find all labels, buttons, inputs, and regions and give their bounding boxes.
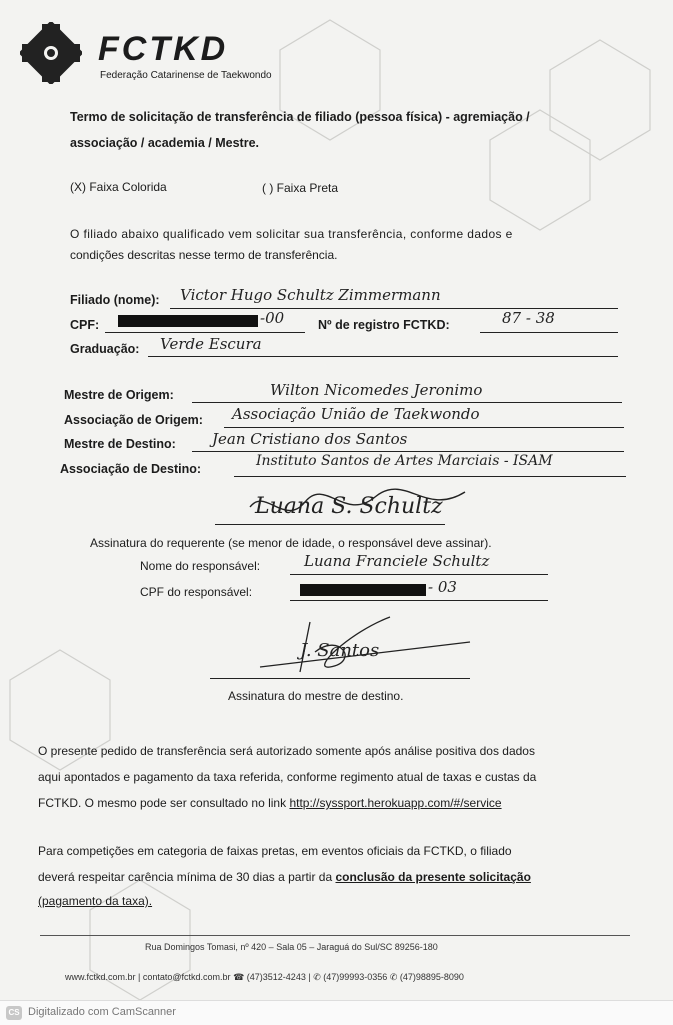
assoc-origem-value[interactable]: Associação União de Taekwondo [232,405,480,423]
assoc-destino-label: Associação de Destino: [60,462,202,476]
responsavel-value[interactable]: Luana Franciele Schultz [304,552,490,570]
footer-sep: | [138,972,143,982]
option-faixa-colorida[interactable] [70,180,167,194]
mestre-origem-value[interactable]: Wilton Nicomedes Jeronimo [270,381,483,399]
checkbox-marked[interactable]: (X) [70,180,86,194]
footer-site[interactable]: www.fctkd.com.br [65,972,136,982]
filiado-value[interactable]: Victor Hugo Schultz Zimmermann [180,286,441,304]
requerente-signature-line [215,524,445,525]
mestre-destino-line [192,451,624,452]
note2-line2 [38,870,531,884]
option-label: Faixa Colorida [89,180,167,194]
whatsapp-icon: ✆ [313,972,324,982]
cpf-label: CPF: [70,318,100,332]
mestre-signature-line [210,678,470,679]
cpf-redaction [118,315,258,327]
note2-line1: Para competições em categoria de faixas pretas, em eventos oficiais da FCTKD, o filiado [38,844,512,858]
assoc-origem-label: Associação de Origem: [64,413,203,427]
registro-line [480,332,618,333]
assoc-destino-value[interactable]: Instituto Santos de Artes Marciais - ISAM [256,453,553,469]
graduacao-value[interactable]: Verde Escura [160,335,262,353]
taekwondo-emblem-icon [20,22,82,84]
assoc-destino-line [234,476,626,477]
logo-subtitle: Federação Catarinense de Taekwondo [100,70,272,81]
footer-email[interactable]: contato@fctkd.com.br [142,972,231,982]
intro-line1: O filiado abaixo qualificado vem solicitar sua transferência, conforme dados e [70,227,513,241]
document-title-line1: Termo de solicitação de transferência de filiado (pessoa física) - agremiação / [70,110,530,124]
phone-icon: ☎ [233,972,247,982]
assoc-origem-line [224,427,624,428]
option-faixa-preta[interactable] [262,181,338,195]
responsavel-line [290,574,548,575]
note1-line3-text: FCTKD. O mesmo pode ser consultado no link [38,796,287,810]
requerente-caption: Assinatura do requerente (se menor de idade, o responsável deve assinar). [90,536,492,550]
cpf-suffix: -00 [260,309,285,327]
note1-line2: aqui apontados e pagamento da taxa referida, conforme regimento atual de taxas e custas da [38,770,537,784]
footer-contacts [65,972,464,983]
responsavel-label: Nome do responsável: [140,559,261,573]
mestre-origem-line [192,402,622,403]
whatsapp-icon: ✆ [389,972,400,982]
mestre-origem-label: Mestre de Origem: [64,388,174,402]
graduacao-line [148,356,618,357]
mestre-caption: Assinatura do mestre de destino. [228,689,404,703]
note2-line2-text: deverá respeitar carência mínima de 30 dias a partir da [38,870,333,884]
conclusao-link[interactable]: conclusão da presente solicitação [335,870,531,884]
mestre-signature-stroke [240,612,480,682]
mestre-destino-label: Mestre de Destino: [64,437,176,451]
cpf-responsavel-label: CPF do responsável: [140,585,253,599]
cpf-responsavel-redaction [300,584,426,596]
scanner-watermark-bar [0,1000,673,1025]
camscanner-icon: CS [6,1006,22,1020]
intro-line2: condições descritas nesse termo de transferência. [70,248,338,262]
logo-text: FCTKD [98,30,229,68]
checkbox-empty[interactable]: ( ) [262,181,274,195]
cpf-responsavel-line [290,600,548,601]
filiado-label: Filiado (nome): [70,293,160,307]
mestre-signature: J. Santos [300,640,380,661]
camscanner-text: Digitalizado com CamScanner [28,1006,176,1018]
registro-label: Nº de registro FCTKD: [318,318,450,332]
option-label: Faixa Preta [276,181,339,195]
requerente-signature: Luana S. Schultz [255,494,443,519]
registro-value[interactable]: 87 - 38 [502,309,555,327]
footer-phone1: (47)3512-4243 [246,972,306,982]
cpf-line [105,332,305,333]
footer-phone2: (47)99993-0356 [323,972,388,982]
note1-line1: O presente pedido de transferência será autorizado somente após análise positiva dos dados [38,744,535,758]
footer-divider [40,935,630,936]
graduacao-label: Graduação: [70,342,140,356]
cpf-responsavel-suffix: - 03 [428,578,457,596]
note2-line3: (pagamento da taxa). [38,894,153,908]
note1-line3 [38,796,502,810]
document-title-line2: associação / academia / Mestre. [70,136,259,150]
footer-phone3: (47)98895-8090 [399,972,464,982]
mestre-destino-value[interactable]: Jean Cristiano dos Santos [212,430,408,448]
footer-address: Rua Domingos Tomasi, nº 420 – Sala 05 – Jaraguá do Sul/SC 89256-180 [145,942,438,952]
footer-sep: | [308,972,314,982]
service-link[interactable]: http://syssport.herokuapp.com/#/service [289,796,502,810]
